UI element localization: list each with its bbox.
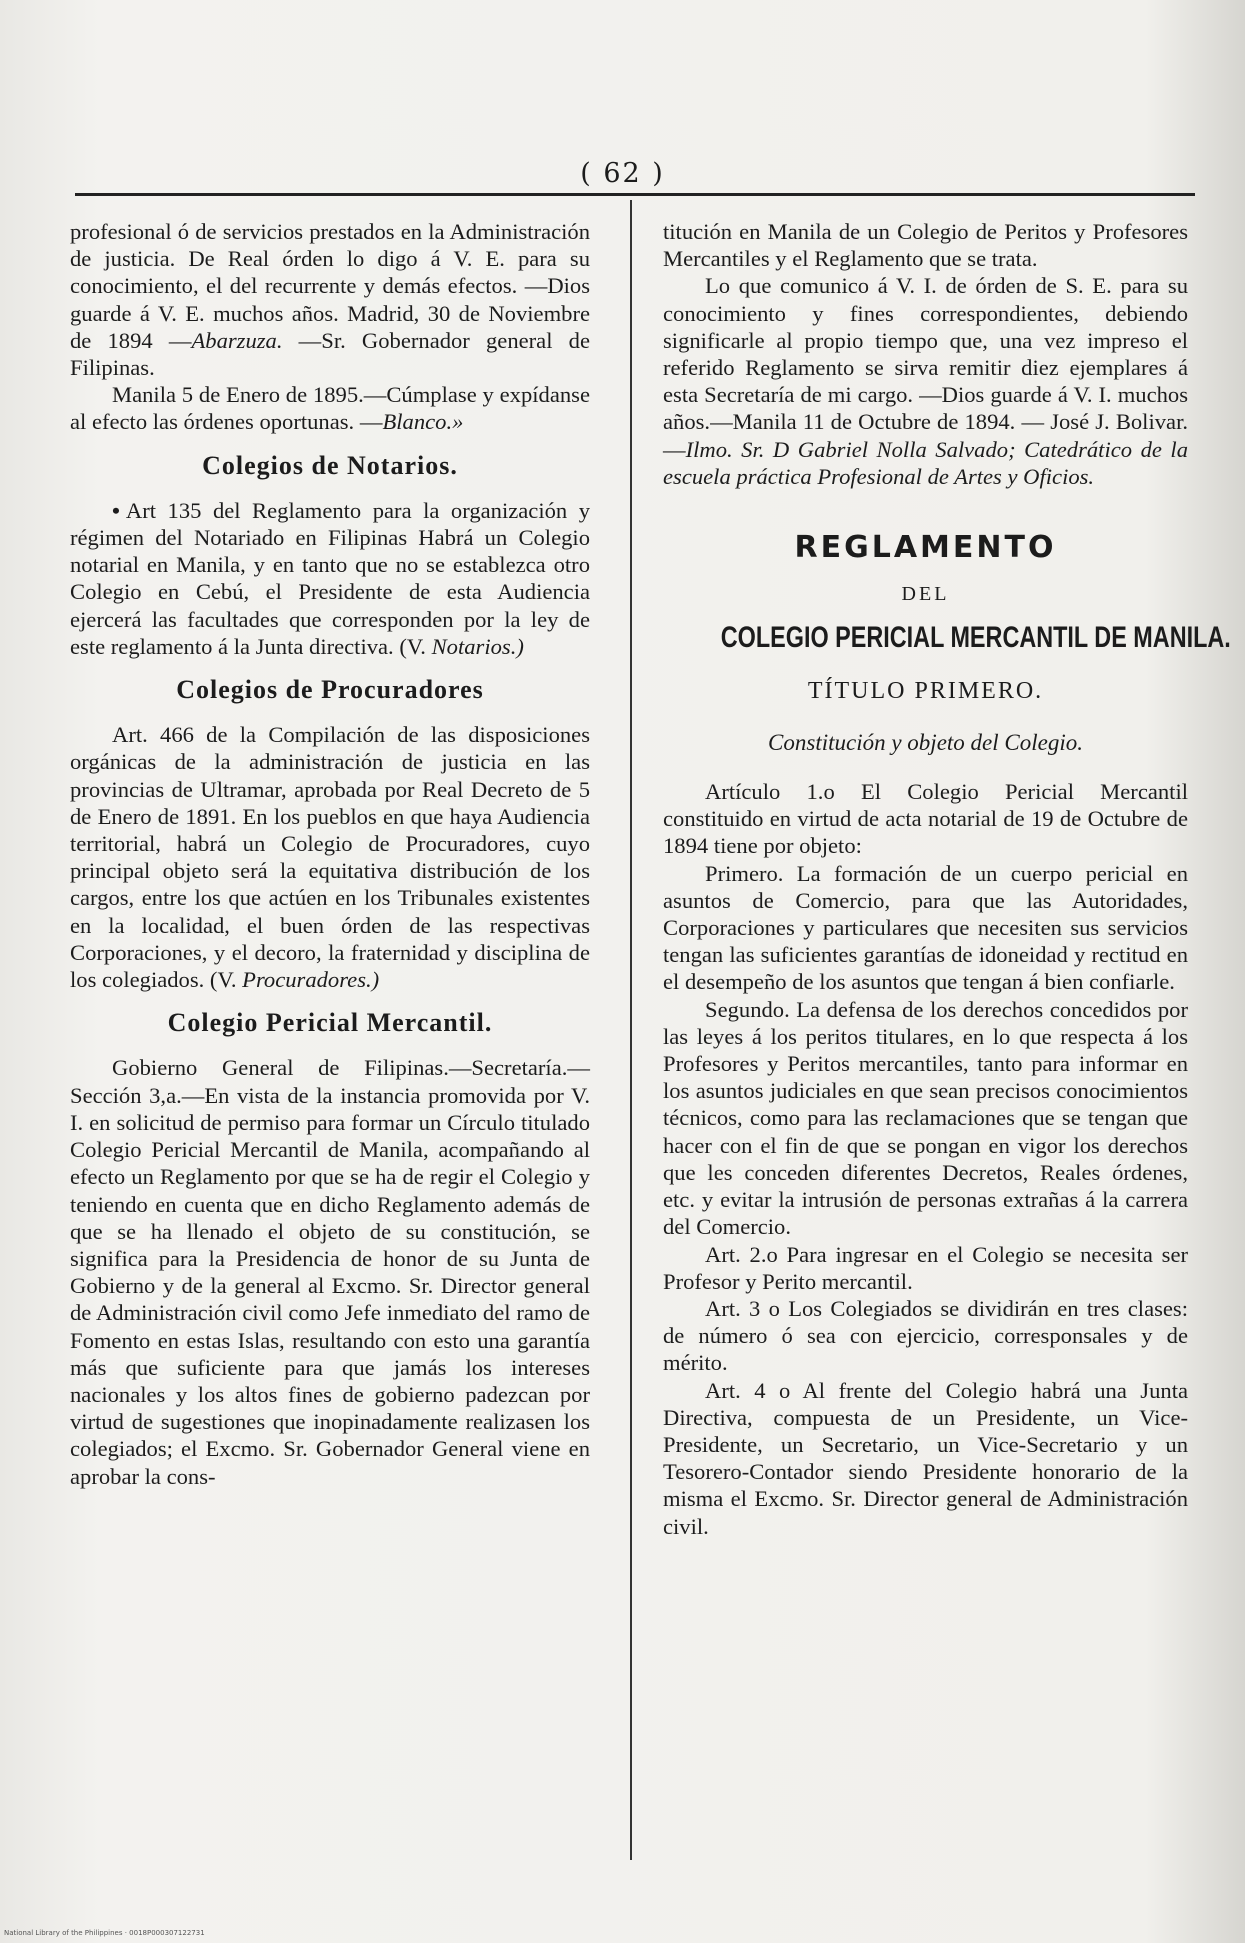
heading-colegios-procuradores: Colegios de Procuradores [176,675,484,705]
signature-abarzuza: Abarzuza. [191,327,283,353]
addressee: Ilmo. Sr. D Gabriel Nolla Salvado; Catedrático de la escuela práctica Profesional de Artes y Oficios. [663,436,1188,489]
scan-caption: National Library of the Philippines · 0018P000307122731 [4,1929,205,1937]
paragraph-constitucion-continuation: titución en Manila de un Colegio de Peritos y Profesores Mercantiles y el Reglamento que se trata. [663,219,1188,272]
heading-colegio-pericial: Colegio Pericial Mercantil. [167,1008,493,1038]
paragraph-art-466: Art. 466 de la Compilación de las disposiciones orgánicas de la administración de justicia en las provincias de Ultramar, aprobada por Real Decreto de 5 de Enero de 1891. En los pueblos en que haya Audiencia territorial, habrá un Colegio de Procuradores, cuyo principal objeto será la equitativa distribución de los cargos, entre los que actúen en los Tribunales existentes en la localidad, el buen órden de las respectivas Corporaciones, y el decoro, la fraternidad y disciplina de los colegiados. (V. Procuradores.) [70,722,590,993]
page-number: ( 62 ) [580,158,665,189]
bullet-mark: • [112,497,120,523]
article-1: Artículo 1.o El Colegio Pericial Mercantil constituido en virtud de acta notarial de 19 de Octubre de 1894 tiene por objeto: [663,779,1188,859]
reference-procuradores: Procuradores.) [242,967,380,993]
article-1-primero: Primero. La formación de un cuerpo pericial en asuntos de Comercio, para que las Autoridades, Corporaciones y particulares que necesiten sus servicios tengan las suficientes garantías de idoneidad y rectitud en el desempeño de los asuntos que tengan á bien confiarle. [663,860,1188,995]
paragraph-manila-order: Manila 5 de Enero de 1895.—Cúmplase y expídanse al efecto las órdenes oportunas. —Blanco.» [70,382,590,435]
title-constitucion: Constitución y objeto del Colegio. [768,729,1083,755]
heading-colegios-notarios: Colegios de Notarios. [202,450,458,480]
signature-blanco: Blanco.» [382,409,464,435]
paragraph-continuation: profesional ó de servicios prestados en la Administración de justicia. De Real órden lo digo á V. E. para su conocimiento, el del recurrente y demás efectos. —Dios guarde á V. E. muchos años. Madrid, 30 de Noviembre de 1894 —Abarzuza. —Sr. Gobernador general de Filipinas. [70,219,590,381]
article-4: Art. 4 o Al frente del Colegio habrá una Junta Directiva, compuesta de un Presidente, un Vice-Presidente, un Secretario, un Vice-Secretario y un Tesorero-Contador siendo Presidente honorario de la misma el Excmo. Sr. Director general de Administración civil. [663,1377,1188,1539]
paragraph-gobierno-general: Gobierno General de Filipinas.—Secretaría.—Sección 3,a.—En vista de la instancia promovida por V. I. en solicitud de permiso para formar un Círculo titulado Colegio Pericial Mercantil de Manila, acompañando al efecto un Reglamento por que se ha de regir el Colegio y teniendo en cuenta que en dicho Reglamento además de que se ha llenado el objeto de su constitución, se significa para la Presidencia de honor de su Junta de Gobierno y de la general al Excmo. Sr. Director general de Administración civil como Jefe inmediato del ramo de Fomento en estas Islas, resultando con esto una garantía más que suficiente para que jamás los intereses nacionales y los altos fines de gobierno padezcan por virtud de sugestiones que inopinadamente realizasen los colegiados; el Excmo. Sr. Gobernador General viene en aprobar la cons- [70,1055,590,1489]
article-1-segundo: Segundo. La defensa de los derechos concedidos por las leyes á los peritos titulares, en lo que respecta á los Profesores y Peritos mercantiles, tanto para informar en los asuntos judiciales en que sean precisos conocimientos técnicos, como para las reclamaciones que se tengan que hacer con el fin de que se pongan en vigor los derechos que les conceden diferentes Decretos, Reales órdenes, etc. y evitar la intrusión de personas extrañas á la carrera del Comercio. [663,996,1188,1240]
title-del: DEL [901,583,950,606]
right-column [663,218,1231,1540]
title-colegio-pericial: COLEGIO PERICIAL MERCANTIL DE MANILA. [720,621,1231,655]
column-divider [630,200,632,1860]
header-rule [75,193,1195,196]
title-titulo-primero: TÍTULO PRIMERO. [807,677,1044,704]
paragraph-comunico: Lo que comunico á V. I. de órden de S. E. para su conocimiento y fines correspondientes, debiendo significarle al propio tiempo que, una vez impreso el referido Reglamento se sirva remitir diez ejemplares á esta Secretaría de mi cargo. —Dios guarde á V. I. muchos años.—Manila 11 de Octubre de 1894. — José J. Bolivar.—Ilmo. Sr. D Gabriel Nolla Salvado; Catedrático de la escuela práctica Profesional de Artes y Oficios. [663,273,1188,489]
title-reglamento: REGLAMENTO [794,530,1057,566]
article-3: Art. 3 o Los Colegiados se dividirán en tres clases: de número ó sea con ejercicio, corresponsales y de mérito. [663,1295,1188,1376]
paragraph-art-135: • Art 135 del Reglamento para la organización y régimen del Notariado en Filipinas Habrá un Colegio notarial en Manila, y en tanto que no se establezca otro Colegio en Cebú, el Presidente de esta Audiencia ejercerá las facultades que corresponden por la ley de este reglamento á la Junta directiva. (V. Notarios.) [70,497,590,659]
article-2: Art. 2.o Para ingresar en el Colegio se necesita ser Profesor y Perito mercantil. [663,1241,1188,1294]
left-column [70,218,590,1490]
reference-notarios: Notarios.) [431,633,524,659]
